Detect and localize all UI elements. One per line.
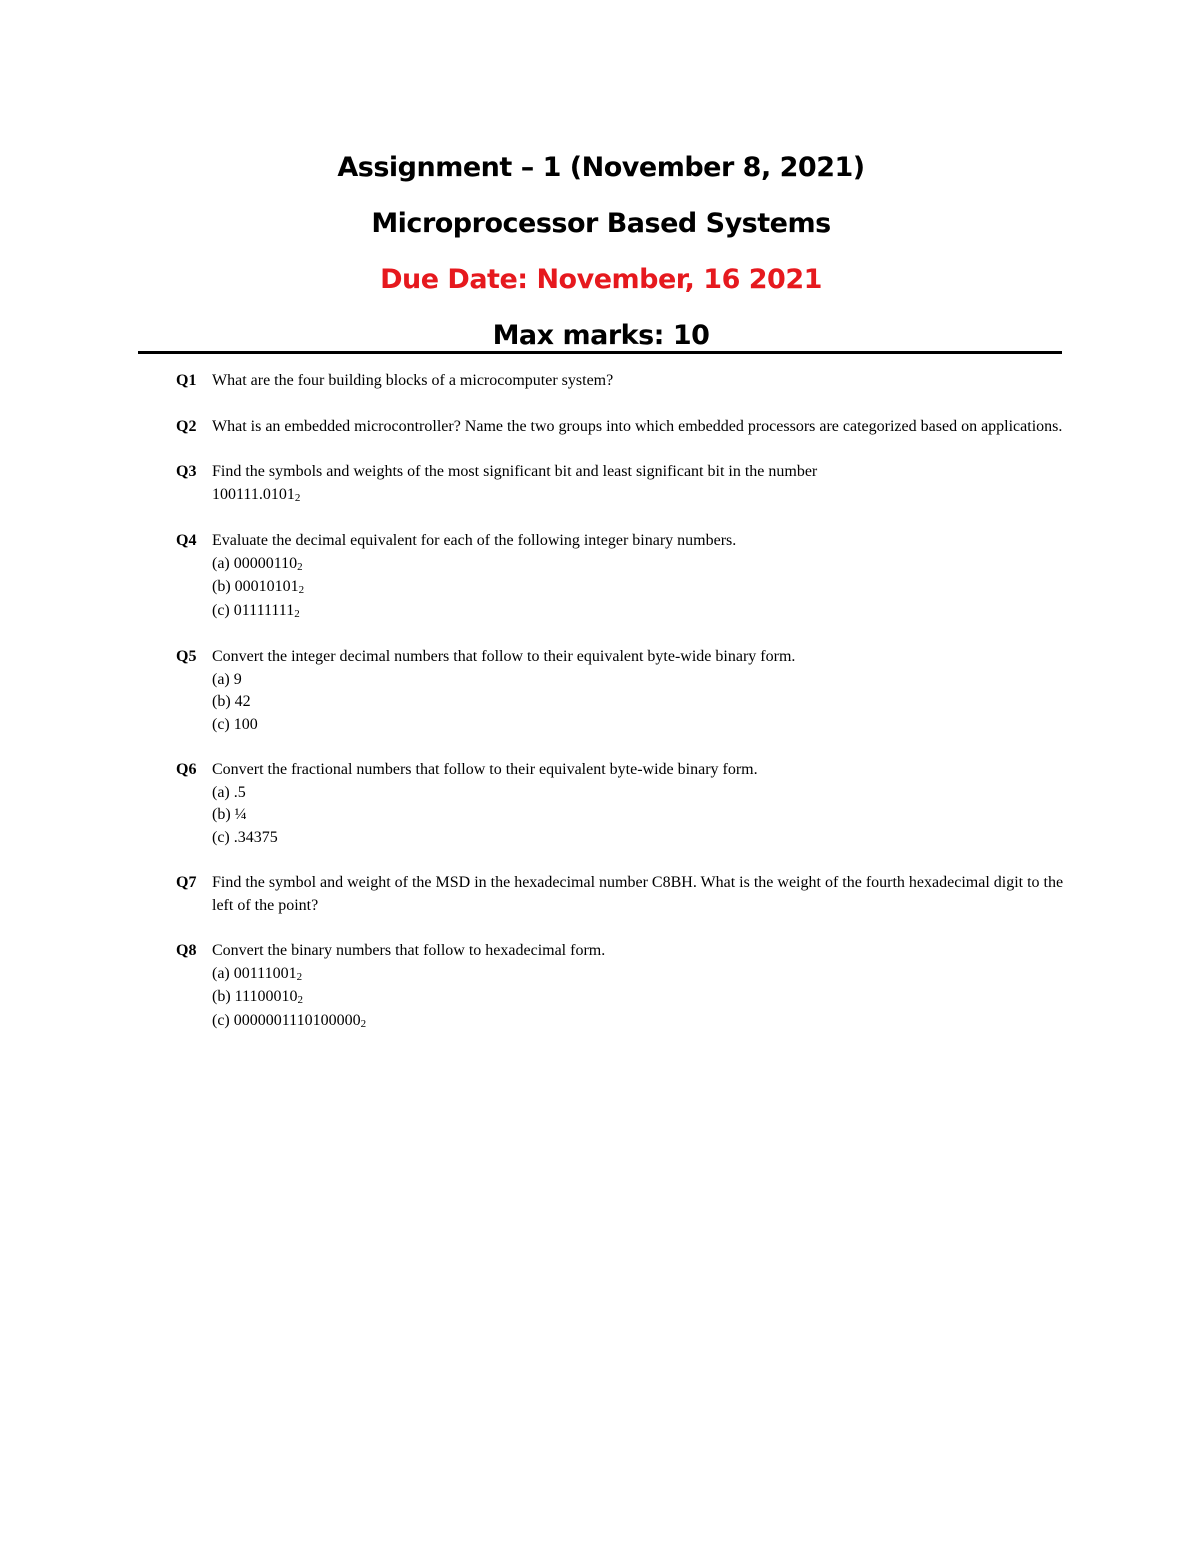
option-label: (b) bbox=[212, 578, 231, 595]
assignment-title: Assignment – 1 (November 8, 2021) bbox=[337, 152, 865, 183]
option-value: 0000001110100000 bbox=[233, 1011, 361, 1029]
option-item bbox=[212, 714, 1066, 737]
option-value: 11100010 bbox=[234, 988, 298, 1005]
question-6 bbox=[176, 759, 1066, 849]
question-number: Q7 bbox=[176, 874, 197, 891]
option-list bbox=[212, 669, 1066, 737]
option-label: (c) bbox=[212, 1011, 230, 1029]
question-4 bbox=[176, 530, 1066, 623]
option-item bbox=[212, 986, 1066, 1010]
option-value: 42 bbox=[234, 693, 251, 710]
option-item bbox=[212, 782, 1066, 805]
option-item bbox=[212, 963, 1066, 987]
option-label: (c) bbox=[212, 601, 230, 619]
option-label: (c) bbox=[212, 715, 230, 733]
option-value: ¼ bbox=[234, 806, 247, 823]
option-base: 2 bbox=[360, 1017, 367, 1030]
option-item bbox=[212, 691, 1066, 714]
option-label: (a) bbox=[212, 783, 230, 801]
question-number: Q3 bbox=[176, 463, 197, 480]
option-label: (a) bbox=[212, 964, 230, 982]
question-text: Convert the fractional numbers that follow to their equivalent byte-wide binary form. bbox=[212, 761, 758, 778]
question-number: Q1 bbox=[176, 372, 197, 389]
option-value: .5 bbox=[233, 783, 246, 801]
question-number: Q8 bbox=[176, 942, 197, 959]
option-value: 01111111 bbox=[233, 601, 295, 619]
option-item bbox=[212, 1010, 1066, 1034]
option-value: 100 bbox=[233, 715, 258, 733]
option-base: 2 bbox=[298, 584, 305, 596]
course-name: Microprocessor Based Systems bbox=[371, 208, 831, 239]
option-value: 00000110 bbox=[233, 554, 298, 572]
option-label: (a) bbox=[212, 670, 230, 688]
question-2 bbox=[176, 416, 1066, 439]
option-label: (c) bbox=[212, 828, 230, 846]
option-item bbox=[212, 669, 1066, 692]
question-7 bbox=[176, 872, 1066, 917]
option-label: (a) bbox=[212, 554, 230, 572]
option-label: (b) bbox=[212, 806, 231, 823]
question-text: Convert the integer decimal numbers that follow to their equivalent byte-wide binary form. bbox=[212, 648, 796, 665]
option-item bbox=[212, 553, 1066, 577]
option-base: 2 bbox=[297, 994, 303, 1006]
question-text: Find the symbols and weights of the most significant bit and least significant bit in the number bbox=[212, 463, 818, 480]
question-number: Q2 bbox=[176, 417, 197, 435]
question-list bbox=[176, 370, 1066, 1056]
binary-number bbox=[212, 484, 1066, 508]
question-text: Convert the binary numbers that follow to hexadecimal form. bbox=[212, 942, 606, 959]
option-value: 9 bbox=[233, 670, 242, 688]
question-text: Find the symbol and weight of the MSD in the hexadecimal number C8BH. What is the weight of the fourth hexadecimal digit to the left of the point? bbox=[212, 874, 1064, 914]
option-list bbox=[212, 963, 1066, 1034]
question-8 bbox=[176, 940, 1066, 1033]
option-item bbox=[212, 576, 1066, 600]
option-value: 00010101 bbox=[234, 578, 299, 595]
question-number: Q5 bbox=[176, 648, 197, 665]
option-label: (b) bbox=[212, 693, 231, 710]
question-number: Q6 bbox=[176, 761, 197, 778]
header-divider bbox=[138, 351, 1062, 354]
option-base: 2 bbox=[297, 560, 303, 573]
option-value: 00111001 bbox=[233, 964, 297, 982]
option-list bbox=[212, 782, 1066, 850]
option-item bbox=[212, 600, 1066, 624]
number-base: 2 bbox=[294, 491, 301, 504]
option-list bbox=[212, 553, 1066, 624]
option-value: .34375 bbox=[233, 828, 278, 846]
question-text: Evaluate the decimal equivalent for each of the following integer binary numbers. bbox=[212, 532, 737, 549]
question-text: What are the four building blocks of a microcomputer system? bbox=[212, 372, 614, 389]
option-item bbox=[212, 827, 1066, 850]
question-number: Q4 bbox=[176, 532, 197, 549]
option-label: (b) bbox=[212, 988, 231, 1005]
question-1 bbox=[176, 370, 1066, 393]
max-marks: Max marks: 10 bbox=[492, 320, 710, 351]
question-5 bbox=[176, 646, 1066, 736]
question-3 bbox=[176, 461, 1066, 507]
option-item bbox=[212, 804, 1066, 827]
question-text: What is an embedded microcontroller? Name the two groups into which embedded processors are categorized based on applications. bbox=[212, 417, 1063, 435]
number-value: 100111.0101 bbox=[212, 485, 295, 503]
document-header bbox=[140, 140, 1062, 364]
option-base: 2 bbox=[294, 607, 300, 620]
option-base: 2 bbox=[296, 970, 303, 983]
due-date: Due Date: November, 16 2021 bbox=[380, 264, 822, 295]
